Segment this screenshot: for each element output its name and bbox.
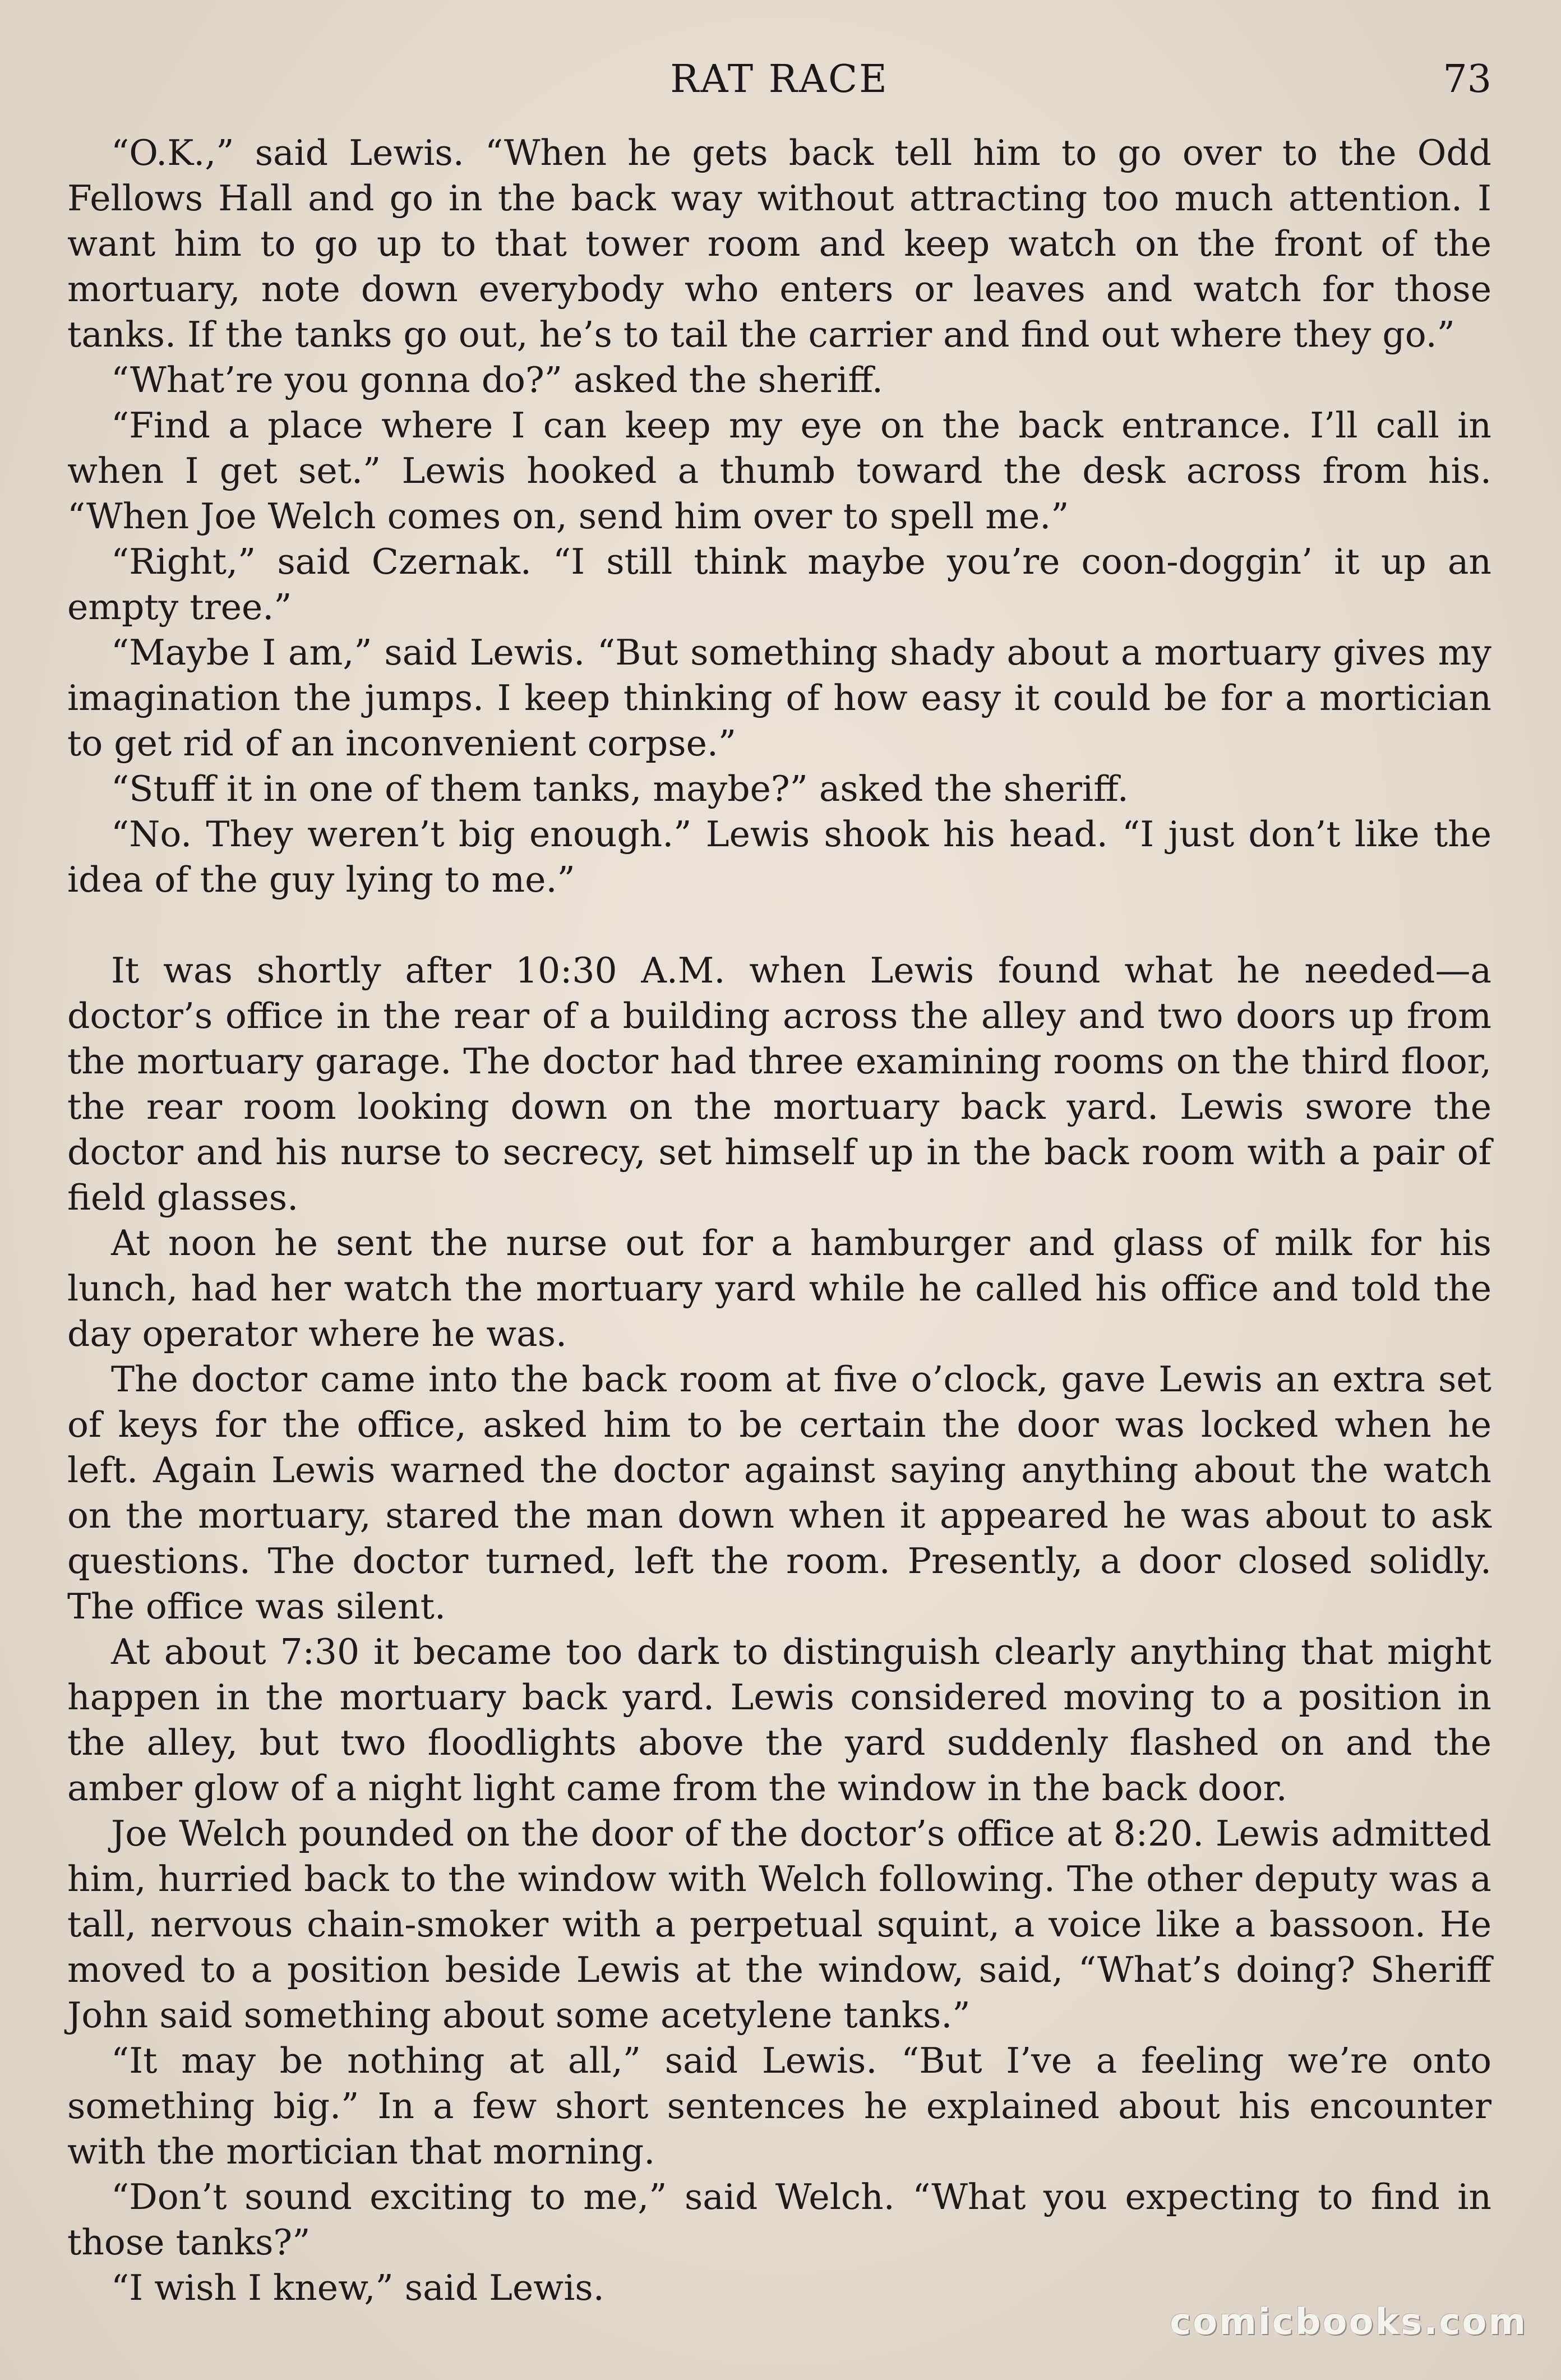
- paragraph: “Right,” said Czernak. “I still think maybe you’re coon-doggin’ it up an empty tree.”: [67, 541, 1491, 628]
- paragraph: The doctor came into the back room at five o’clock, gave Lewis an extra set of keys for the office, asked him to be certain the door was locked when he left. Again Lewis warned the doctor against saying anything about the watch on the mortuary, stared the man down when it appeared he was about to ask questions. The doctor turned, left the room. Presently, a door closed solidly. The office was silent.: [67, 1359, 1491, 1627]
- paragraph: “I wish I knew,” said Lewis.: [111, 2267, 604, 2308]
- running-head: RAT RACE: [670, 57, 889, 102]
- page-header: [67, 52, 1491, 108]
- paragraph: “Find a place where I can keep my eye on the back entrance. I’ll call in when I get set.” Lewis hooked a thumb toward the desk across from his. “When Joe Welch comes on, send him over to spell me.”: [67, 405, 1491, 537]
- paragraph: “Maybe I am,” said Lewis. “But something shady about a mortuary gives my imagination the jumps. I keep thinking of how easy it could be for a mortician to get rid of an inconvenient corpse.”: [67, 632, 1491, 764]
- paragraph: At about 7:30 it became too dark to distinguish clearly anything that might happen in the mortuary back yard. Lewis considered moving to a position in the alley, but two floodlights above the yard suddenly flashed on and the amber glow of a night light came from the window in the back door.: [67, 1631, 1491, 1809]
- paragraph: “What’re you gonna do?” asked the sheriff.: [111, 359, 883, 400]
- paragraph: “Don’t sound exciting to me,” said Welch. “What you expecting to find in those tanks?”: [67, 2176, 1491, 2263]
- paragraph: At noon he sent the nurse out for a hamburger and glass of milk for his lunch, had her watch the mortuary yard while he called his office and told the day operator where he was.: [67, 1223, 1491, 1354]
- paragraph: “Stuff it in one of them tanks, maybe?” asked the sheriff.: [111, 768, 1129, 809]
- paragraph: “O.K.,” said Lewis. “When he gets back tell him to go over to the Odd Fellows Hall and go in the back way without attracting too much attention. I want him to go up to that tower room and keep watch on the front of the mortuary, note down everybody who enters or leaves and watch for those tanks. If the tanks go out, he’s to tail the carrier and find out where they go.”: [67, 132, 1491, 355]
- paragraph: Joe Welch pounded on the door of the doctor’s office at 8:20. Lewis admitted him, hurried back to the window with Welch following. The other deputy was a tall, nervous chain-smoker with a perpetual squint, a voice like a bassoon. He moved to a position beside Lewis at the window, said, “What’s doing? Sheriff John said something about some acetylene tanks.”: [67, 1813, 1491, 2036]
- watermark: comicbooks.com: [1170, 2301, 1527, 2343]
- body-text: [67, 130, 1491, 2310]
- page-number: 73: [1443, 57, 1491, 102]
- paragraph: “No. They weren’t big enough.” Lewis shook his head. “I just don’t like the idea of the guy lying to me.”: [67, 814, 1491, 900]
- paragraph: It was shortly after 10:30 A.M. when Lewis found what he needed—a doctor’s office in the rear of a building across the alley and two doors up from the mortuary garage. The doctor had three examining rooms on the third floor, the rear room looking down on the mortuary back yard. Lewis swore the doctor and his nurse to secrecy, set himself up in the back room with a pair of field glasses.: [67, 950, 1491, 1218]
- paragraph: “It may be nothing at all,” said Lewis. “But I’ve a feeling we’re onto something big.” In a few short sentences he explained about his encounter with the mortician that morning.: [67, 2040, 1491, 2172]
